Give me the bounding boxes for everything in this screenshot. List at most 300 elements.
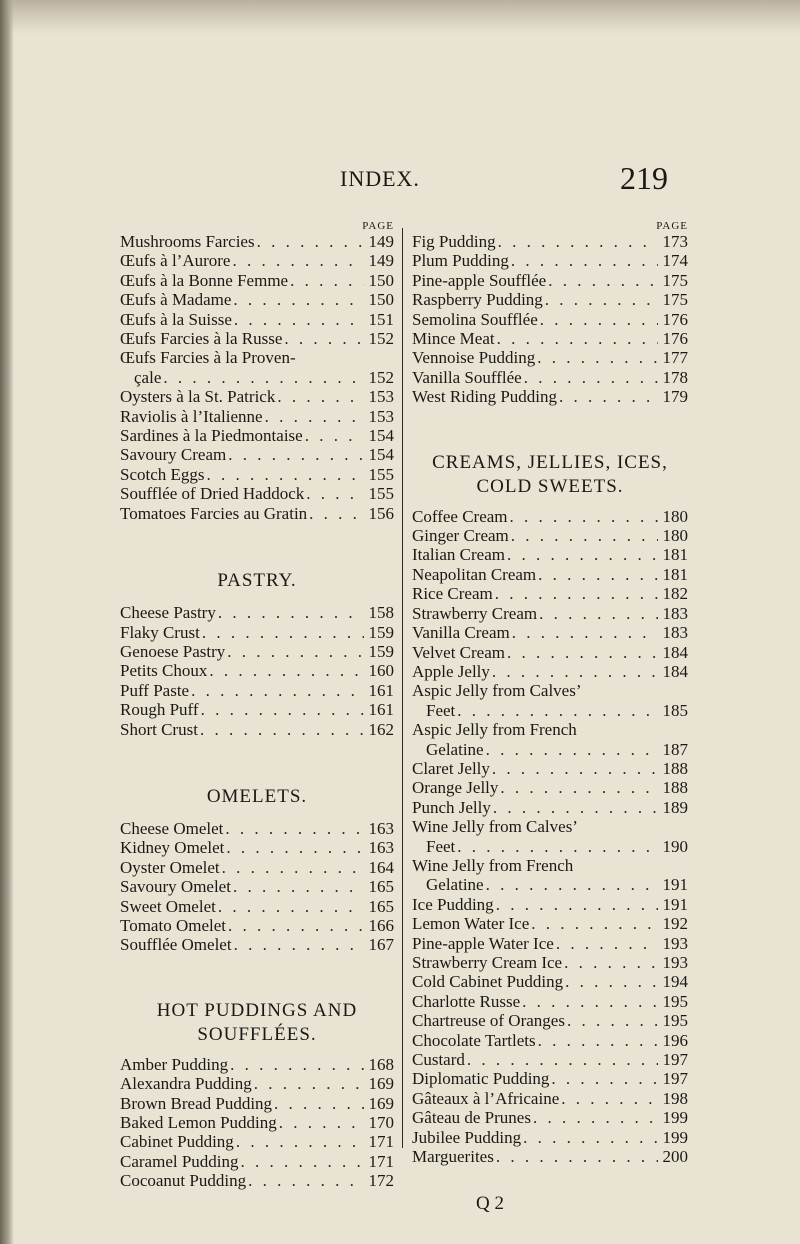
index-entry [120,819,394,838]
leader-dots [246,1171,364,1190]
entry-page: 197 [662,1069,688,1089]
entry-page: 180 [662,526,688,546]
entry-name: Short Crust [120,719,198,739]
index-entry [120,1074,394,1093]
leader-dots [494,895,658,914]
index-entry [120,290,394,309]
entry-name: Sweet Omelet [120,896,216,916]
leader-dots [224,838,364,857]
index-entry [412,817,688,856]
entry-page: 167 [368,935,394,955]
entry-page: 181 [662,564,688,584]
leader-dots [509,526,658,545]
entry-page: 180 [662,506,688,526]
entry-name: Soufflée Omelet [120,935,232,955]
entry-page: 181 [662,545,688,565]
leader-dots [228,1055,364,1074]
index-entry [412,662,688,681]
entry-name: Chartreuse of Oranges [412,1011,565,1031]
index-entry [412,387,688,406]
index-entry [412,1069,688,1088]
section-spacer [120,809,394,819]
leader-dots [536,1031,658,1050]
entry-page: 163 [368,838,394,858]
index-entry [412,778,688,797]
entry-page: 149 [368,232,394,251]
entry-name: Punch Jelly [412,797,491,817]
entry-page: 152 [368,367,394,387]
index-entry [120,1094,394,1113]
entry-name: Strawberry Cream Ice [412,953,563,972]
index-entry [412,856,688,895]
entry-name: Plum Pudding [412,251,509,271]
entry-name: Savoury Cream [120,445,227,465]
entry-page: 168 [368,1054,394,1074]
entry-name: Cheese Pastry [120,603,216,623]
header-title: INDEX. [340,166,420,191]
index-entry [120,504,394,523]
entry-page: 176 [662,329,688,349]
index-entry [412,895,688,914]
index-entry [120,426,394,445]
leader-dots [565,1011,658,1030]
entry-page: 177 [662,348,688,368]
section-title-creams: CREAMS, JELLIES, ICES, [432,451,668,473]
index-entry [412,1147,688,1166]
entry-name: Claret Jelly [412,758,490,778]
leader-dots [465,1050,658,1069]
entry-name: Scotch Eggs [120,464,205,484]
entry-page: 175 [662,270,688,290]
leader-dots [510,623,658,642]
index-entry [120,465,394,484]
leader-dots [549,1069,658,1088]
entry-name-line1: Aspic Jelly from French [412,720,577,740]
leader-dots [277,1113,364,1132]
index-entry [120,348,394,387]
index-entry [412,934,688,953]
entry-name: Ginger Cream [412,526,509,546]
leader-dots [225,642,364,661]
entry-name: Apple Jelly [412,661,490,681]
leader-dots [230,251,364,270]
entry-page: 170 [368,1113,394,1132]
index-entry [412,953,688,972]
leader-dots [490,759,658,778]
entry-continuation [120,368,394,387]
index-entry [412,643,688,662]
page-top-edge [0,0,800,34]
index-entry [412,348,688,367]
index-entry [120,720,394,739]
index-entry [120,1055,394,1074]
leader-dots [536,565,658,584]
entry-name: Rice Cream [412,584,493,604]
index-entry [120,271,394,290]
leader-dots [531,1108,658,1127]
entry-page: 165 [368,877,394,897]
entry-page: 187 [662,739,688,759]
running-header [0,160,800,200]
entry-name: Pine-apple Soufflée [412,270,547,290]
leader-dots [252,1074,364,1093]
entry-continuation [412,740,688,759]
entry-page: 191 [662,875,688,895]
entry-page: 189 [662,797,688,817]
index-entry [412,1031,688,1050]
leader-dots [307,504,364,523]
leader-dots [496,232,658,251]
leader-dots [505,545,658,564]
leader-dots [232,310,364,329]
index-entry [120,1113,394,1132]
entry-name-line2: çale [134,367,162,387]
entry-page: 176 [662,309,688,329]
entry-name: Amber Pudding [120,1054,229,1074]
entry-page: 155 [368,464,394,484]
leader-dots [535,348,658,367]
leader-dots [490,662,658,681]
leader-dots [543,290,658,309]
entry-name: Neapolitan Cream [412,564,537,584]
index-entry [120,1171,394,1190]
section-spacer [120,523,394,569]
index-entry [120,681,394,700]
leader-dots [498,778,658,797]
entry-page: 166 [368,915,394,935]
leader-dots [491,798,658,817]
leader-dots [562,953,658,972]
leader-dots [231,877,364,896]
entry-page: 154 [368,445,394,465]
entry-page: 183 [662,603,688,623]
index-entry [412,368,688,387]
index-entry [412,1128,688,1147]
entry-name: Brown Bread Pudding [120,1093,273,1113]
entry-name: Cold Cabinet Pudding [412,972,564,992]
index-entry [412,329,688,348]
entry-page: 149 [368,251,394,271]
index-entry [412,271,688,290]
entry-name: Chocolate Tartlets [412,1030,536,1050]
entry-page: 178 [662,367,688,387]
index-entry [412,759,688,778]
entry-page: 188 [662,758,688,778]
index-entry [120,623,394,642]
entry-page: 191 [662,894,688,914]
index-entry [120,1152,394,1171]
entry-page: 184 [662,642,688,662]
index-entry [412,798,688,817]
entry-page: 184 [662,661,688,681]
leader-dots [272,1094,364,1113]
entry-name: Diplomatic Pudding [412,1069,550,1089]
index-entry [412,565,688,584]
entry-page: 179 [662,387,688,407]
index-entry [120,445,394,464]
entry-page: 196 [662,1030,688,1050]
index-entry [120,387,394,406]
leader-dots [455,701,658,720]
index-entry [412,1108,688,1127]
entry-name: Petits Choux [120,661,208,681]
leader-dots [303,426,364,445]
index-entry [412,545,688,564]
entry-name: Pine-apple Water Ice [412,933,554,953]
signature-mark: Q 2 [476,1193,504,1214]
entry-name: Puff Paste [120,680,190,700]
index-entry [120,916,394,935]
entry-page: 162 [368,719,394,739]
index-entry [412,290,688,309]
leader-dots [529,914,658,933]
entry-page: 169 [368,1093,394,1113]
leader-dots [493,584,658,603]
entry-name: Italian Cream [412,545,505,565]
entry-name-line2: Feet [426,700,456,720]
entry-name: Cheese Omelet [120,818,224,838]
entry-name: Baked Lemon Pudding [120,1113,277,1132]
entry-name-line2: Gelatine [426,739,484,759]
leader-dots [198,720,364,739]
entry-name: Mushrooms Farcies [120,232,255,251]
entry-page: 156 [368,503,394,523]
entry-page: 173 [662,232,688,251]
index-entry [120,838,394,857]
entry-name: Genoese Pastry [120,641,226,661]
entry-name: Custard [412,1050,465,1070]
entry-page: 193 [662,953,688,972]
entry-name: Jubilee Pudding [412,1127,522,1147]
entry-page: 200 [662,1147,688,1167]
entry-name: Raspberry Pudding [412,290,543,310]
entry-name: Rough Puff [120,700,199,720]
entry-name: Marguerites [412,1147,494,1167]
entry-page: 161 [368,700,394,720]
entry-name: Raviolis à l’Italienne [120,406,263,426]
entry-continuation [412,875,688,894]
entry-page: 192 [662,914,688,934]
page-column-label: PAGE [656,220,688,232]
entry-name: Oysters à la St. Patrick [120,387,276,407]
leader-dots [207,661,364,680]
leader-dots [537,604,658,623]
section-spacer [120,955,394,999]
page-number: 219 [620,160,668,196]
section-title-omelets: OMELETS. [206,785,308,807]
entry-name: Vanilla Cream [412,623,510,643]
leader-dots [546,271,658,290]
entry-name: Ice Pudding [412,894,494,914]
index-entry [120,642,394,661]
entry-name: Charlotte Russe [412,991,521,1011]
entry-page: 174 [662,251,688,271]
index-entry [412,584,688,603]
leader-dots [161,368,364,387]
leader-dots [220,858,364,877]
leader-dots [508,507,658,526]
leader-dots [522,368,658,387]
section-title-cold-sweets: COLD SWEETS. [476,475,624,497]
section-spacer [120,739,394,785]
section-title-souffles: SOUFFLÉES. [197,1023,317,1045]
page-column-label: PAGE [362,220,394,232]
leader-dots [216,897,364,916]
entry-page: 163 [368,818,394,838]
entry-page: 199 [662,1108,688,1128]
entry-continuation [412,837,688,856]
index-entry [412,310,688,329]
leader-dots [509,251,658,270]
section-spacer [120,593,394,603]
leader-dots [521,1128,658,1147]
entry-page: 154 [368,426,394,446]
leader-dots [226,445,364,464]
entry-name: Gâteaux à l’Africaine [412,1088,560,1108]
entry-page: 195 [662,1011,688,1031]
index-entry [412,681,688,720]
index-entry [120,897,394,916]
entry-page: 198 [662,1088,688,1108]
entry-page: 199 [662,1127,688,1147]
entry-name: Soufflée of Dried Haddock [120,484,305,504]
index-entry [120,484,394,503]
entry-page: 161 [368,680,394,700]
entry-page: 150 [368,270,394,290]
entry-name: Strawberry Cream [412,603,538,623]
entry-page: 185 [662,700,688,720]
leader-dots [275,387,364,406]
index-entry [412,604,688,623]
entry-page: 159 [368,641,394,661]
entry-page: 164 [368,857,394,877]
leader-dots [557,387,658,406]
entry-name: Orange Jelly [412,778,499,798]
entry-name: Lemon Water Ice [412,914,530,934]
index-entry [412,251,688,270]
index-entry [412,232,688,251]
entry-page: 188 [662,778,688,798]
index-entry [412,623,688,642]
leader-dots [231,290,364,309]
index-entry [412,1011,688,1030]
entry-name: Vennoise Pudding [412,348,536,368]
section-title-hot-puddings: HOT PUDDINGS AND [156,999,358,1021]
section-spacer [412,499,688,507]
index-entry [120,1132,394,1151]
index-entry [412,720,688,759]
index-entry [120,232,394,251]
index-entry [412,972,688,991]
leader-dots [189,681,364,700]
right-column [412,220,688,1166]
section-title-pastry: PASTRY. [217,570,297,592]
column-divider [402,228,403,1148]
entry-name: Semolina Soufflée [412,309,538,329]
index-entry [412,992,688,1011]
entry-page: 172 [368,1171,394,1191]
entry-name: Gâteau de Prunes [412,1108,531,1128]
entry-page: 159 [368,622,394,642]
leader-dots [494,1147,658,1166]
entry-name-line1: Aspic Jelly from Calves’ [412,681,582,701]
entry-name: Œufs à l’Aurore [120,251,231,271]
entry-name: Savoury Omelet [120,877,231,897]
leader-dots [554,934,658,953]
entry-name: West Riding Pudding [412,387,558,407]
entry-page: 152 [368,329,394,349]
entry-name: Œufs à la Bonne Femme [120,270,289,290]
entry-page: 155 [368,484,394,504]
leader-dots [234,1132,364,1151]
index-entry [120,603,394,622]
entry-name: Cabinet Pudding [120,1132,234,1152]
entry-name: Tomatoes Farcies au Gratin [120,503,308,523]
entry-page: 183 [662,623,688,643]
index-entry [412,1089,688,1108]
leader-dots [455,837,658,856]
entry-page: 150 [368,290,394,310]
entry-name: Flaky Crust [120,622,200,642]
entry-page: 153 [368,406,394,426]
index-entry [120,877,394,896]
index-entry [412,1050,688,1069]
entry-page: 193 [662,933,688,953]
index-entry [412,914,688,933]
entry-page: 197 [662,1050,688,1070]
entry-page: 160 [368,661,394,681]
entry-page: 171 [368,1132,394,1152]
index-entry [412,526,688,545]
leader-dots [484,740,658,759]
leader-dots [288,271,364,290]
leader-dots [223,819,364,838]
leader-dots [232,935,364,954]
entry-name: Coffee Cream [412,506,508,526]
entry-page: 175 [662,290,688,310]
entry-name: Mince Meat [412,329,495,349]
index-entry [120,935,394,954]
entry-name-line1: Wine Jelly from Calves’ [412,817,578,837]
leader-dots [559,1089,658,1108]
entry-continuation [412,701,688,720]
index-entry [120,661,394,680]
left-column [120,220,394,1191]
leader-dots [563,972,658,991]
leader-dots [538,310,658,329]
leader-dots [484,875,658,894]
entry-name: Kidney Omelet [120,838,225,858]
entry-page: 158 [368,603,394,623]
entry-name: Fig Pudding [412,232,496,251]
entry-name: Sardines à la Piedmontaise [120,426,303,446]
entry-name: Alexandra Pudding [120,1074,252,1094]
leader-dots [216,603,364,622]
entry-name: Oyster Omelet [120,857,220,877]
entry-name: Vanilla Soufflée [412,367,522,387]
index-entry [120,858,394,877]
leader-dots [239,1152,364,1171]
leader-dots [495,329,658,348]
entry-page: 195 [662,991,688,1011]
entry-page: 165 [368,896,394,916]
entry-page: 169 [368,1074,394,1094]
entry-page: 151 [368,309,394,329]
entry-page: 153 [368,387,394,407]
entry-name: Œufs Farcies à la Russe [120,329,283,349]
entry-name: Cocoanut Pudding [120,1171,247,1191]
entry-name: Caramel Pudding [120,1151,239,1171]
